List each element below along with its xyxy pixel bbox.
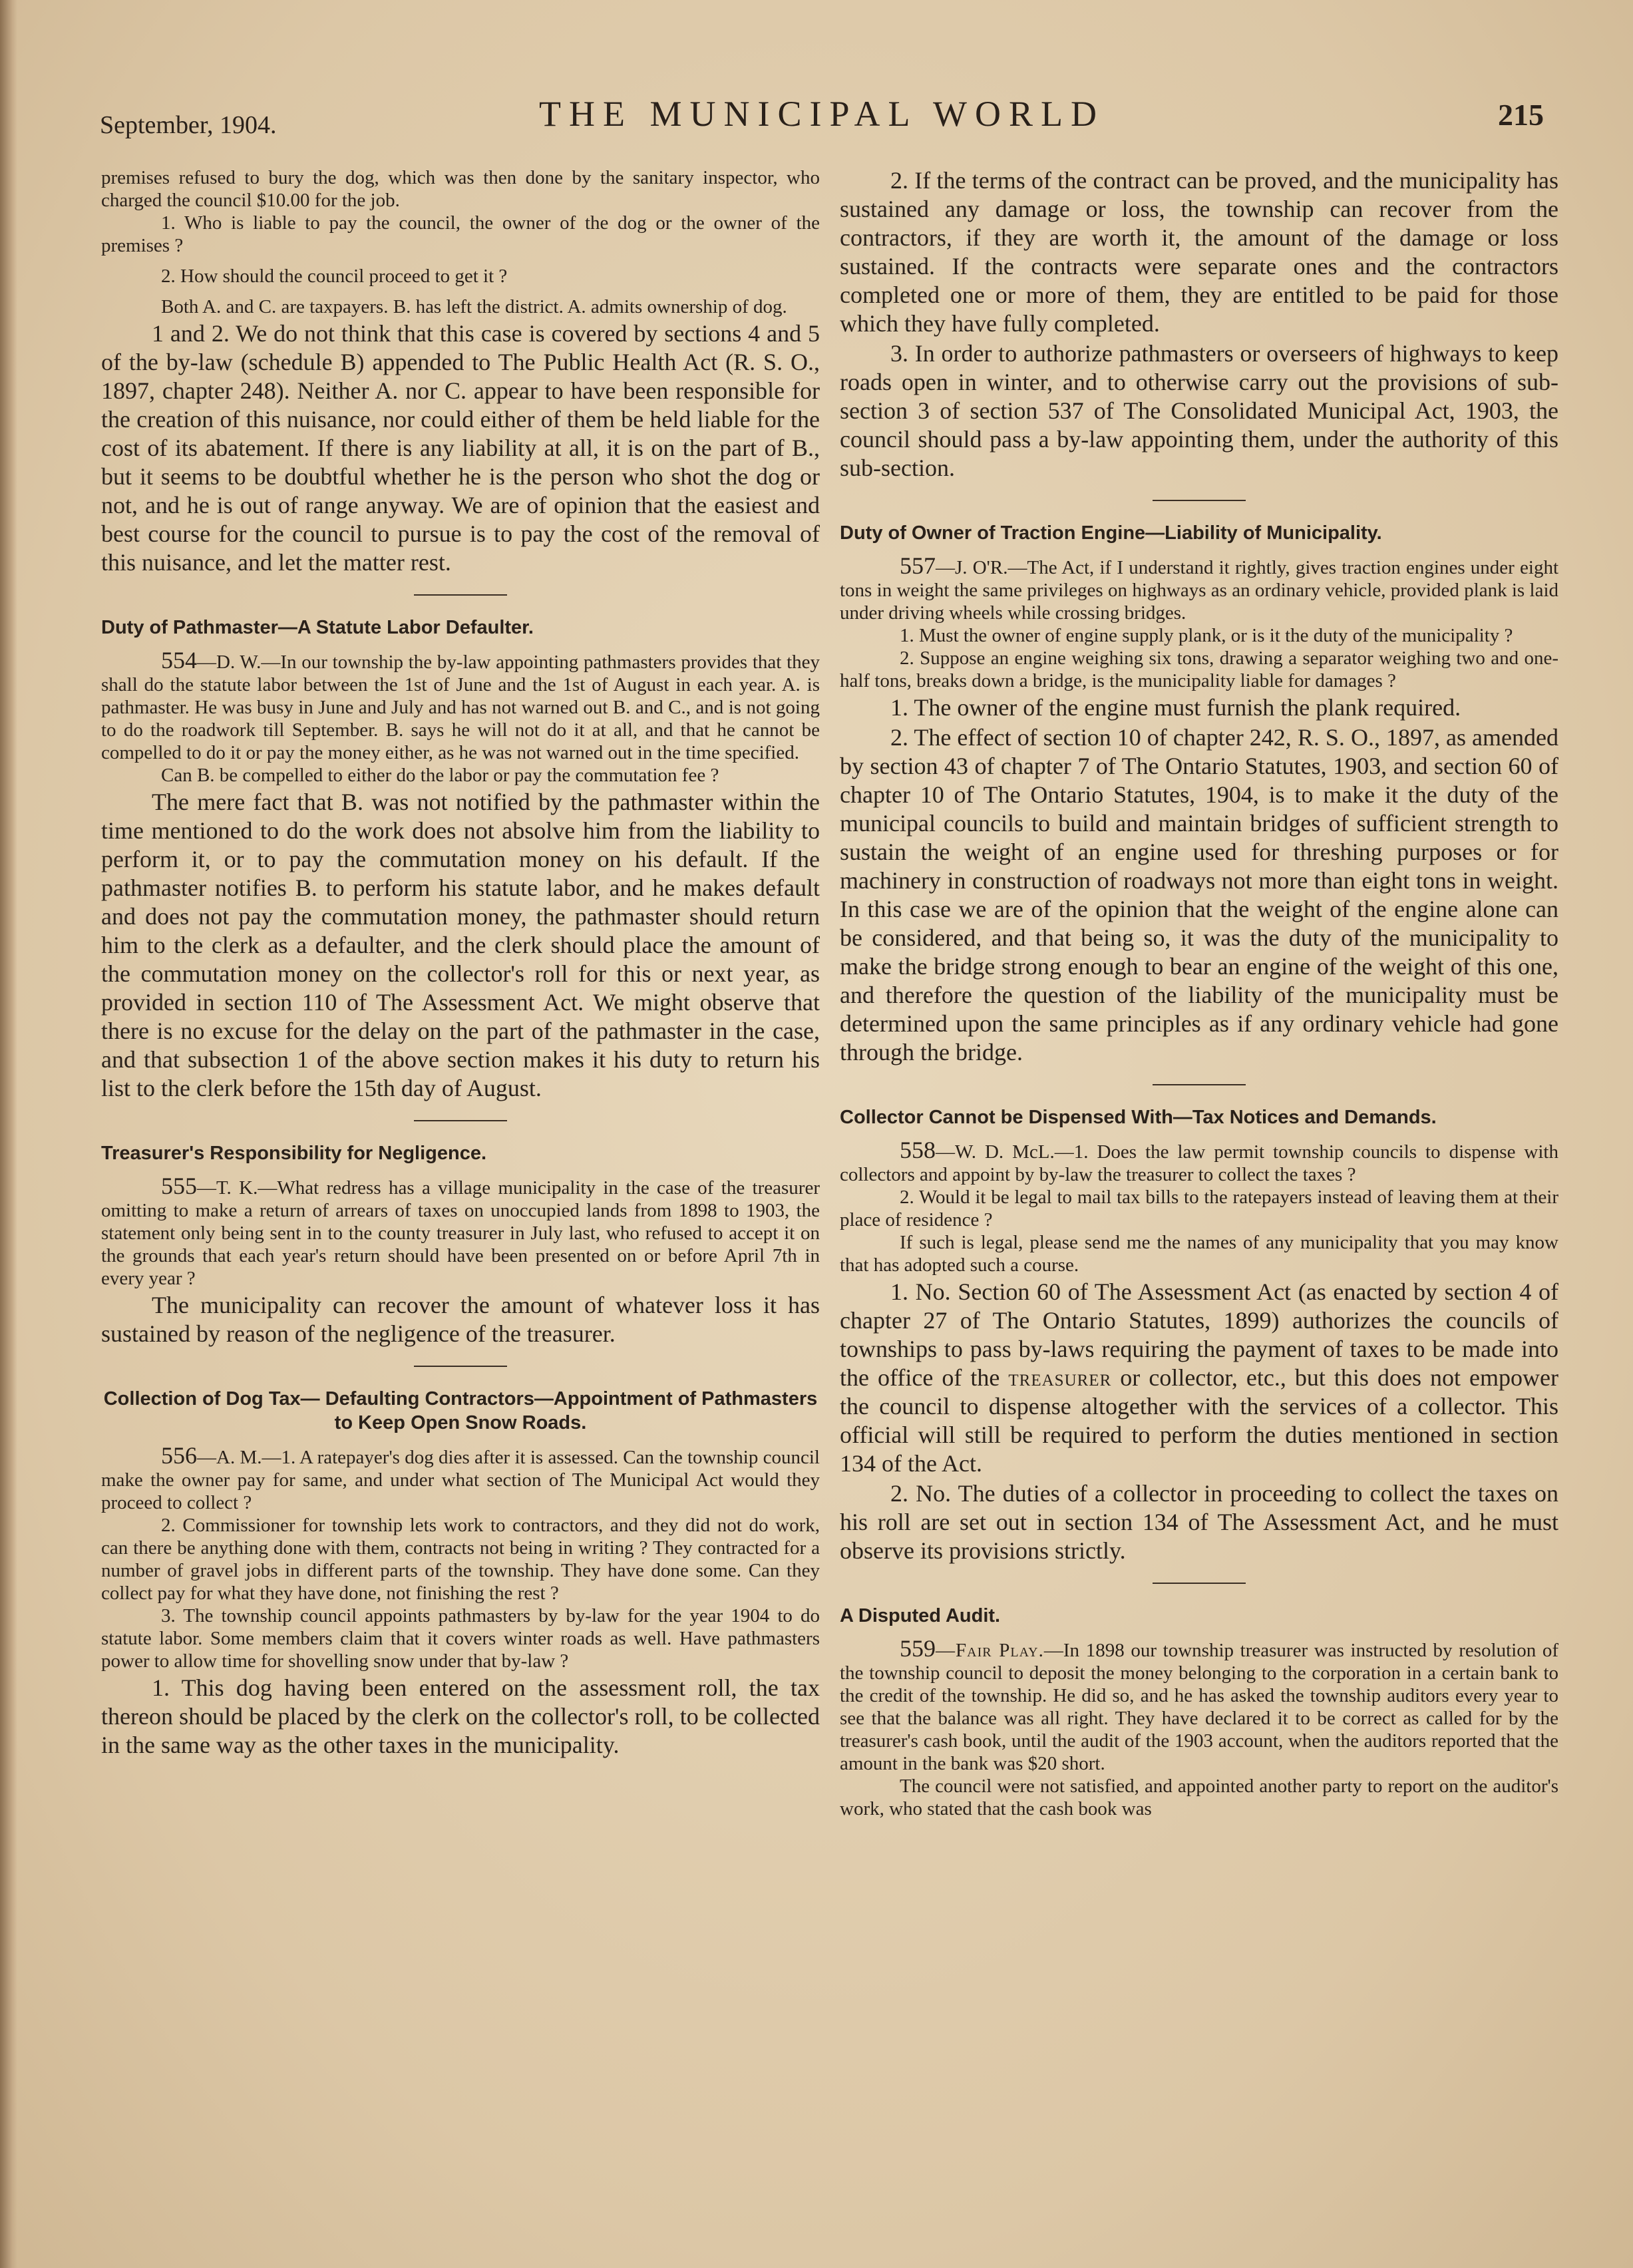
- question-text: premises refused to bury the dog, which was then done by the sanitary inspector, who charged the council $10.00 for the job.: [101, 167, 820, 211]
- query-number: 556: [161, 1442, 197, 1469]
- section-divider: [1153, 500, 1246, 501]
- answer-text: 3. In order to authorize pathmasters or overseers of highways to keep roads open in winter, and to otherwise carry out the provisions of sub-section 3 of section 537 of The Consolidated Municipal Act, 1903, the council should pass a by-law appointing them, under the authority of this sub-section.: [840, 340, 1558, 481]
- query-number: 558: [900, 1137, 936, 1163]
- answer-text: 2. No. The duties of a collector in proceeding to collect the taxes on his roll are set out in section 134 of The Assessment Act, and he must observe its provisions strictly.: [840, 1480, 1558, 1564]
- section-heading: A Disputed Audit.: [840, 1605, 1001, 1626]
- publication-title: THE MUNICIPAL WORLD: [538, 94, 1105, 134]
- section-heading: Collection of Dog Tax— Defaulting Contractors—Appointment of Pathmasters to Keep Open Snow Roads.: [103, 1388, 818, 1433]
- query-number: 554: [161, 647, 197, 673]
- question-text: 1. Must the owner of engine supply plank, or is it the duty of the municipality ?: [900, 625, 1513, 646]
- question-text: 2. Suppose an engine weighing six tons, drawing a separator weighing two and one-half tons, breaks down a bridge, is the municipality liable for damages ?: [840, 648, 1558, 691]
- section-divider: [414, 1120, 507, 1121]
- query-number: 559: [900, 1635, 936, 1662]
- section-heading: Collector Cannot be Dispensed With—Tax Notices and Demands.: [840, 1107, 1437, 1128]
- question-text: 2. Would it be legal to mail tax bills to the ratepayers instead of leaving them at their place of residence ?: [840, 1187, 1558, 1230]
- question-text: 554—D. W.—In our township the by-law appointing pathmasters provides that they shall do the statute labor between the 1st of June and the 1st of August in each year. A. is pathmaster. He was busy in June and July and has not warned out B. and C., and is not going to do the roadwork till September. B. says he will not do it at all, and that he cannot be compelled to do it or pay the money either, as he was not warned out in the time specified.: [101, 647, 820, 763]
- issue-date: September, 1904.: [100, 111, 277, 139]
- section-divider: [1153, 1583, 1246, 1584]
- section-divider: [1153, 1084, 1246, 1085]
- question-text: 557—J. O'R.—The Act, if I understand it rightly, gives traction engines under eight tons in weight the same privileges on highways as an ordinary vehicle, provided plank is laid under driving wheels while crossing bridges.: [840, 552, 1558, 624]
- left-column: [101, 166, 820, 2236]
- section-heading: Duty of Pathmaster—A Statute Labor Defaulter.: [101, 617, 534, 638]
- question-text: 2. Commissioner for township lets work to contractors, and they did not do work, can there be anything done with them, contracts not being in writing ? They contracted for a number of gravel jobs in different parts of the township. They have done some. Can they collect pay for what they have done, not finishing the rest ?: [101, 1515, 820, 1604]
- question-text: 3. The township council appoints pathmasters by by-law for the year 1904 to do statute labor. Some members claim that it covers winter roads as well. Have pathmasters power to allow time for shovelling snow under that by-law ?: [101, 1605, 820, 1672]
- section-divider: [414, 594, 507, 596]
- binding-shadow: [0, 0, 17, 2268]
- question-text: The council were not satisfied, and appointed another party to report on the auditor's work, who stated that the cash book was: [840, 1776, 1558, 1819]
- answer-text: 1. The owner of the engine must furnish the plank required.: [890, 694, 1461, 721]
- question-text: Both A. and C. are taxpayers. B. has left the district. A. admits ownership of dog.: [161, 296, 787, 317]
- page-header: [100, 93, 1544, 146]
- answer-text: 1. This dog having been entered on the assessment roll, the tax thereon should be placed by the clerk on the collector's roll, to be collected in the same way as the other taxes in the municipality.: [101, 1674, 820, 1758]
- answer-text: The municipality can recover the amount of whatever loss it has sustained by reason of the negligence of the treasurer.: [101, 1292, 820, 1347]
- answer-text: The mere fact that B. was not notified by the pathmaster within the time mentioned to do the work does not absolve him from the liability to perform it, or to pay the commutation money on his default. If the pathmaster notifies B. to perform his statute labor, and he makes default and does not pay the commutation money, the pathmaster should return him to the clerk as a defaulter, and the clerk should place the amount of the commutation money on the collector's roll for this or next year, as provided in section 110 of The Assessment Act. We might observe that there is no excuse for the delay on the part of the pathmaster in the case, and that subsection 1 of the above section makes it his duty to return his list to the clerk before the 15th day of August.: [101, 789, 820, 1101]
- answer-text: 2. If the terms of the contract can be proved, and the municipality has sustained any damage or loss, the township can recover from the contractors, if they are worth it, the amount of the damage or loss sustained. If the contracts were separate ones and the contractors completed one or more of them, they are entitled to be paid for those which they have fully completed.: [840, 167, 1558, 337]
- answer-text: 1 and 2. We do not think that this case is covered by sections 4 and 5 of the by-law (schedule B) appended to The Public Health Act (R. S. O., 1897, chapter 248). Neither A. nor C. appear to have been responsible for the creation of this nuisance, nor could either of them be held liable for the cost of its abatement. If there is any liability at all, it is on the part of B., but it seems to be doubtful whether he is the person who shot the dog or not, and he is out of range anyway. We are of opinion that the easiest and best course for the council to pursue is to pay the cost of the removal of this nuisance, and let the matter rest.: [101, 320, 820, 576]
- question-text: 2. How should the council proceed to get it ?: [161, 266, 508, 287]
- right-column: [840, 166, 1558, 2236]
- query-number: 555: [161, 1173, 197, 1199]
- question-text: 556—A. M.—1. A ratepayer's dog dies after it is assessed. Can the township council make the owner pay for same, and under what section of The Municipal Act would they proceed to collect ?: [101, 1442, 820, 1513]
- question-text: 558—W. D. McL.—1. Does the law permit township councils to dispense with collectors and appoint by by-law the treasurer to collect the taxes ?: [840, 1137, 1558, 1185]
- page-number: 215: [1498, 98, 1544, 132]
- section-divider: [414, 1366, 507, 1367]
- question-text: 559—Fair Play.—In 1898 our township treasurer was instructed by resolution of the township council to deposit the money belonging to the corporation in a certain bank to the credit of the township. He did so, and he has asked the township auditors every year to see that the balance was all right. They have declared it to be correct as called for by the treasurer's cash book, until the audit of the 1903 account, when the auditors reported that the amount in the bank was $20 short.: [840, 1635, 1558, 1774]
- question-text: If such is legal, please send me the names of any municipality that you may know that has adopted such a course.: [840, 1232, 1558, 1276]
- question-text: 555—T. K.—What redress has a village municipality in the case of the treasurer omitting to make a return of arrears of taxes on unoccupied lands from 1898 to 1903, the statement only being sent in to the county treasurer in July last, who refused to accept it on the grounds that each year's return should have been presented on or before April 7th in every year ?: [101, 1173, 820, 1289]
- section-heading: Duty of Owner of Traction Engine—Liability of Municipality.: [840, 522, 1382, 544]
- answer-text: 2. The effect of section 10 of chapter 242, R. S. O., 1897, as amended by section 43 of chapter 7 of The Ontario Statutes, 1903, and section 60 of chapter 10 of The Ontario Statutes, 1904, is to make it the duty of the municipal councils to build and maintain bridges of sufficient strength to sustain the weight of an engine used for threshing purposes or for machinery in construction of roadways not more than eight tons in weight. In this case we are of the opinion that the weight of the engine alone can be considered, and that being so, it was the duty of the municipality to make the bridge strong enough to bear an engine of the weight of this one, and therefore the question of the liability of the municipality must be determined upon the same principles as if any ordinary vehicle had gone through the bridge.: [840, 724, 1558, 1065]
- query-number: 557: [900, 552, 936, 579]
- answer-text: 1. No. Section 60 of The Assessment Act (as enacted by section 4 of chapter 27 of The Ontario Statutes, 1899) authorizes the councils of townships to pass by-laws requiring the payment of taxes to be made into the office of the treasurer or collector, etc., but this does not empower the council to dispense altogether with the services of a collector. This official will still be required to perform the duties mentioned in section 134 of the Act.: [840, 1278, 1558, 1477]
- question-text: Can B. be compelled to either do the labor or pay the commutation fee ?: [161, 765, 719, 786]
- question-text: 1. Who is liable to pay the council, the owner of the dog or the owner of the premises ?: [101, 212, 820, 256]
- section-heading: Treasurer's Responsibility for Negligence.: [101, 1143, 487, 1164]
